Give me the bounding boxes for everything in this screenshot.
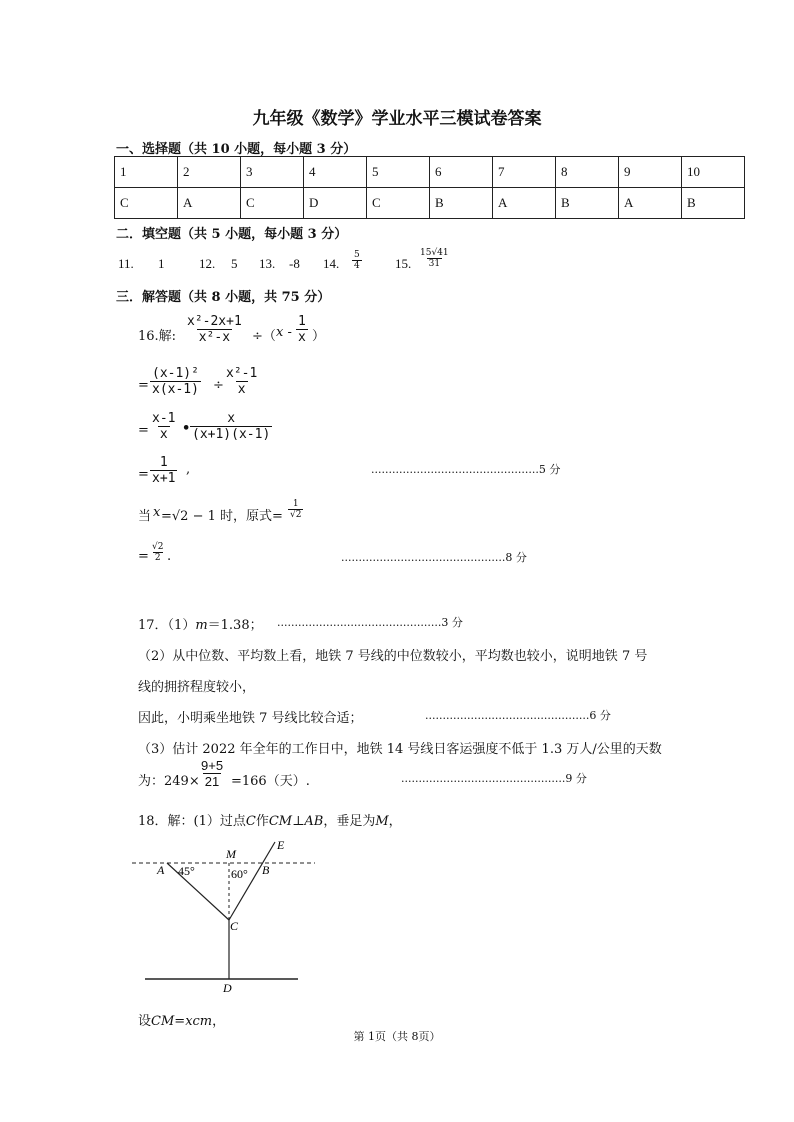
numerator: x-1 [152, 411, 176, 426]
table-cell: 6 [430, 157, 493, 188]
denominator: 2 [154, 553, 161, 563]
numerator: 1 [159, 455, 168, 470]
table-cell: A [619, 188, 682, 219]
numerator: 9+5 [201, 758, 224, 773]
q16-fraction-3a [150, 411, 177, 442]
equals-sign: = [138, 378, 149, 393]
page-footer: 第 1页（共 8页） [353, 1030, 441, 1043]
table-cell: B [430, 188, 493, 219]
q18-text: 18．解：(1）过点 [138, 814, 246, 829]
numerator: x [227, 411, 236, 426]
period: . [167, 549, 172, 564]
q18-segment-cm: CM [268, 814, 293, 829]
close-paren: ） [312, 329, 326, 344]
denominator: (x+1)(x-1) [192, 427, 271, 442]
table-cell: 1 [115, 157, 178, 188]
table-cell: 10 [682, 157, 745, 188]
q14-numerator: 5 [354, 250, 360, 260]
q18-point-c: C [245, 814, 256, 829]
section-solve-heading: 三．解答题（共 8 小题，共 75 分） [116, 290, 331, 305]
q16-when-x: x [153, 505, 161, 520]
table-cell: B [682, 188, 745, 219]
q16-when-label: 当 [138, 509, 152, 524]
table-cell: 7 [493, 157, 556, 188]
score-6: ...............................................6 分 [425, 709, 611, 722]
divide-sign: ÷ [213, 378, 224, 393]
angle-60-label: 60° [231, 867, 248, 881]
x-minus: x - [276, 325, 292, 340]
q16-fraction-2b [224, 366, 259, 397]
q13-number: 13. [259, 256, 276, 271]
q18-segment-cm: CM [151, 1014, 175, 1029]
table-cell: D [304, 188, 367, 219]
q11-number: 11. [118, 256, 134, 271]
equals-sign: = [138, 467, 149, 482]
q16-label: 16.解: [138, 329, 177, 344]
q18-text: = [174, 1014, 186, 1029]
q18-text: 设 [138, 1014, 152, 1029]
table-cell: 3 [241, 157, 304, 188]
numerator: (x-1)² [152, 366, 199, 381]
q17-m: m [195, 618, 208, 633]
section-choice-heading: 一、选择题（共 10 小题，每小题 3 分） [116, 142, 357, 157]
q16-final-fraction [150, 542, 165, 563]
answer-table [114, 156, 745, 219]
q17-line-6-result: =166（天）. [231, 774, 310, 789]
denominator: x [237, 382, 246, 397]
q16-fraction-2a [150, 366, 201, 397]
q17-line-4: 因此，小明乘坐地铁 7 号线比较合适； [138, 711, 363, 726]
numerator: 1 [292, 499, 299, 509]
q18-line-1 [138, 810, 402, 829]
q16-when-text: =√2 − 1 时，原式= [161, 509, 283, 524]
q14-fraction [352, 250, 362, 271]
table-cell: 8 [556, 157, 619, 188]
score-3: ...............................................3 分 [277, 616, 463, 629]
table-cell: C [367, 188, 430, 219]
q18-var-x: xcm [185, 1014, 213, 1029]
q18-segment-ab: AB [304, 814, 324, 829]
denominator: x²-x [198, 330, 231, 345]
label-d: D [223, 981, 232, 995]
comma: , [186, 462, 191, 477]
q12-number: 12. [199, 256, 216, 271]
label-c: C [230, 919, 239, 933]
table-row-numbers [115, 157, 745, 188]
q18-geometry-figure [130, 834, 330, 998]
q15-numerator: 15√41 [420, 248, 449, 258]
denominator: x+1 [152, 471, 176, 486]
label-m: M [226, 847, 236, 861]
page-title: 九年级《数学》学业水平三模试卷答案 [252, 109, 542, 129]
q16-fraction-3b [190, 411, 272, 442]
q17-line-6-prefix: 为：249× [138, 774, 200, 789]
table-row-answers [115, 188, 745, 219]
table-cell: 5 [367, 157, 430, 188]
q18-set-line [138, 1010, 225, 1029]
q18-point-m: M [375, 814, 389, 829]
multiply-dot: • [182, 421, 191, 436]
score-9: ...............................................9 分 [401, 772, 587, 785]
q13-answer: -8 [289, 256, 300, 271]
numerator: x²-1 [226, 366, 258, 381]
q17-line-1 [138, 614, 263, 633]
equals-sign: = [138, 549, 149, 564]
table-cell: B [556, 188, 619, 219]
q15-fraction [418, 248, 451, 269]
score-5: ................................................5 分 [371, 463, 561, 476]
denominator: √2 [290, 510, 302, 520]
q14-number: 14. [323, 256, 340, 271]
q17-line-5: （3）估计 2022 年全年的工作日中，地铁 14 号线日客运强度不低于 1.3 万人/公里的天数 [138, 742, 662, 757]
table-cell: A [493, 188, 556, 219]
section-fill-heading: 二．填空题（共 5 小题，每小题 3 分） [116, 227, 348, 242]
q17-m-value: ＝1.38； [207, 618, 263, 633]
q17-fraction [199, 758, 225, 789]
q18-text: ， [212, 1014, 226, 1029]
denominator: 21 [204, 774, 220, 789]
numerator: √2 [152, 542, 164, 552]
q16-fraction-1 [185, 314, 244, 345]
q14-denominator: 4 [354, 261, 360, 271]
q15-denominator: 31 [428, 259, 441, 269]
denominator: x [298, 330, 306, 345]
angle-45-label: 45° [178, 864, 195, 878]
table-cell: 4 [304, 157, 367, 188]
q16-when-fraction [288, 499, 303, 520]
numerator: x²-2x+1 [187, 314, 242, 329]
q16-fraction-4 [150, 455, 177, 486]
q17-part1-label: 17．（1） [138, 618, 196, 633]
label-a: A [157, 863, 165, 877]
equals-sign: = [138, 423, 149, 438]
label-b: B [262, 863, 270, 877]
divide-sign: ÷（ [252, 329, 276, 344]
score-8: ...............................................8 分 [341, 551, 527, 564]
q11-answer: 1 [158, 256, 165, 271]
table-cell: C [241, 188, 304, 219]
table-cell: C [115, 188, 178, 219]
q15-number: 15. [395, 256, 412, 271]
q17-line-2: （2）从中位数、平均数上看，地铁 7 号线的中位数较小，平均数也较小，说明地铁 7 号 [138, 649, 648, 664]
table-cell: 9 [619, 157, 682, 188]
q12-answer: 5 [231, 256, 238, 271]
q18-text: ， [388, 814, 402, 829]
q18-perp: ⊥ [292, 814, 305, 829]
q17-line-3: 线的拥挤程度较小， [138, 680, 256, 695]
denominator: x(x-1) [152, 382, 199, 397]
table-cell: 2 [178, 157, 241, 188]
segment-ac [167, 863, 229, 920]
q18-text: 作 [255, 814, 269, 829]
numerator: 1 [298, 314, 306, 329]
q18-text: ，垂足为 [323, 814, 376, 829]
label-e: E [277, 838, 285, 852]
denominator: x [159, 427, 168, 442]
q16-fraction-recip [296, 314, 308, 345]
table-cell: A [178, 188, 241, 219]
